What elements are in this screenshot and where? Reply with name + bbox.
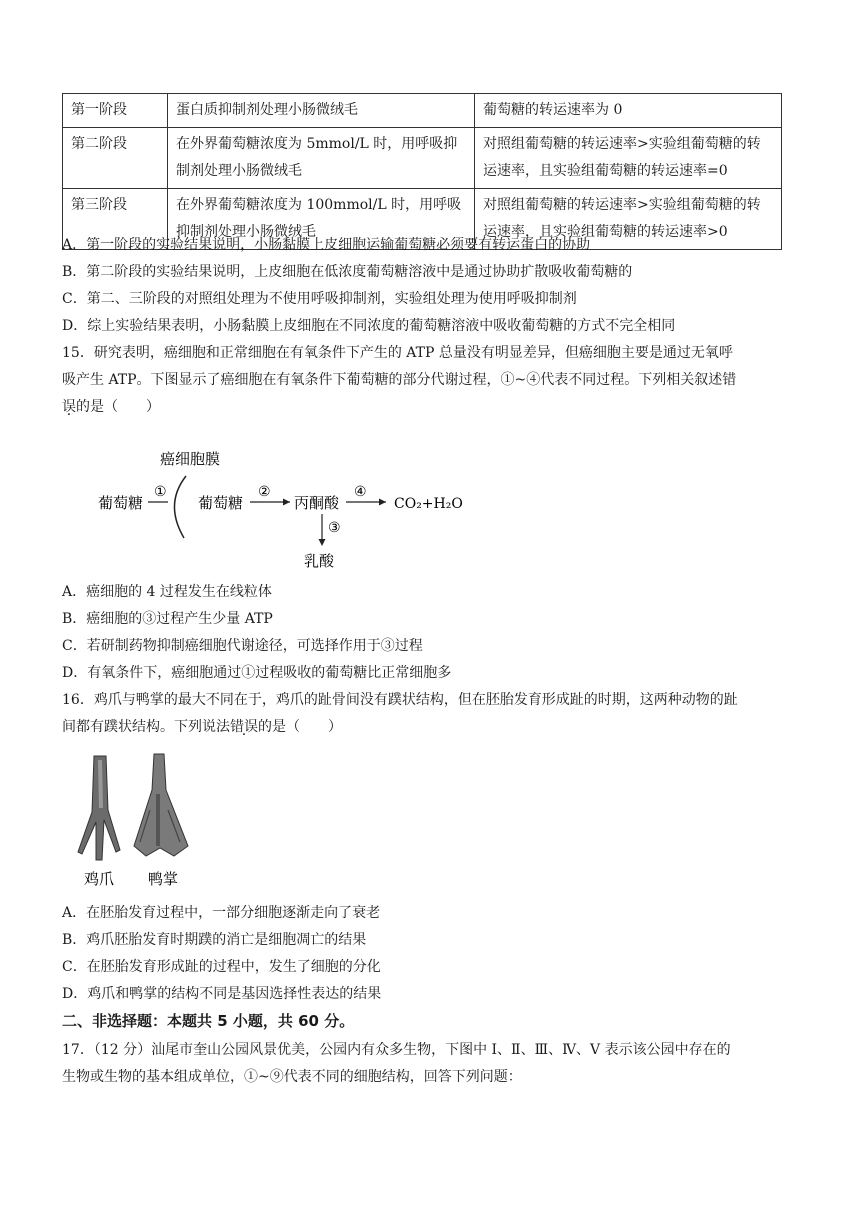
duck-foot-label: 鸭掌 (148, 870, 179, 888)
table-cell: 第三阶段 (63, 189, 168, 250)
q15-stem-line1: 15．研究表明，癌细胞和正常细胞在有氧条件下产生的 ATP 总量没有明显差异，但癌细胞主要是通过无氧呼 (62, 345, 733, 361)
section-heading: 二、非选择题：本题共 5 小题，共 60 分。 (62, 1012, 355, 1030)
q14-option-d: D．综上实验结果表明，小肠黏膜上皮细胞在不同浓度的葡萄糖溶液中吸收葡萄糖的方式不完全相同 (62, 318, 676, 334)
q15-option-d: D．有氧条件下，癌细胞通过①过程吸收的葡萄糖比正常细胞多 (62, 665, 452, 681)
emphasis-char: 误 (62, 399, 76, 415)
q16-stem-tail: 的是（ ） (258, 719, 342, 735)
q16-stem-line2 (62, 717, 342, 737)
table-cell: 对照组葡萄糖的转运速率>实验组葡萄糖的转运速率，且实验组葡萄糖的转运速率=0 (475, 128, 782, 189)
table-row (63, 94, 782, 128)
experiment-table (62, 93, 782, 250)
q17-stem-line2: 生物或生物的基本组成单位，①~⑨代表不同的细胞结构，回答下列问题： (62, 1069, 522, 1085)
duck-foot-image (134, 754, 188, 856)
products-label: CO₂+H₂O (394, 496, 463, 512)
membrane-label: 癌细胞膜 (160, 450, 221, 468)
process-2-label: ② (258, 484, 271, 500)
q16-option-c: C．在胚胎发育形成趾的过程中，发生了细胞的分化 (62, 959, 381, 975)
process-4-label: ④ (354, 484, 367, 500)
chicken-foot-image (78, 756, 120, 860)
q16-option-d: D．鸡爪和鸭掌的结构不同是基因选择性表达的结果 (62, 986, 382, 1002)
arrowhead-3 (319, 539, 326, 546)
q15-option-a: A．癌细胞的 4 过程发生在线粒体 (62, 584, 272, 600)
table-row (63, 128, 782, 189)
process-1-label: ① (154, 484, 167, 500)
q17-stem-line1: 17．（12 分）汕尾市奎山公园风景优美，公园内有众多生物，下图中 Ⅰ、Ⅱ、Ⅲ、Ⅳ、Ⅴ 表示该公园中存在的 (62, 1042, 731, 1058)
cell-membrane-arc (174, 476, 186, 538)
q15-stem-line2: 吸产生 ATP。下图显示了癌细胞在有氧条件下葡萄糖的部分代谢过程，①~④代表不同过程。下列相关叙述错 (62, 372, 737, 388)
q16-option-a: A．在胚胎发育过程中，一部分细胞逐渐走向了衰老 (62, 905, 381, 921)
table-cell: 在外界葡萄糖浓度为 100mmol/L 时，用呼吸抑制剂处理小肠微绒毛 (168, 189, 475, 250)
table-cell: 对照组葡萄糖的转运速率>实验组葡萄糖的转运速率，且实验组葡萄糖的转运速率>0 (475, 189, 782, 250)
table-cell: 在外界葡萄糖浓度为 5mmol/L 时，用呼吸抑制剂处理小肠微绒毛 (168, 128, 475, 189)
lactate-label: 乳酸 (304, 552, 335, 570)
q16-stem-line1: 16．鸡爪与鸭掌的最大不同在于，鸡爪的趾骨间没有蹼状结构，但在胚胎发育形成趾的时期，这两种动物的趾 (62, 692, 738, 708)
arrowhead-2 (283, 499, 290, 506)
q15-option-c: C．若研制药物抑制癌细胞代谢途径，可选择作用于③过程 (62, 638, 423, 654)
feet-illustration (70, 750, 200, 895)
table-cell: 蛋白质抑制剂处理小肠微绒毛 (168, 94, 475, 128)
chicken-foot-label: 鸡爪 (84, 870, 115, 888)
table-cell: 葡萄糖的转运速率为 0 (475, 94, 782, 128)
process-3-label: ③ (328, 520, 341, 536)
q15-stem-line3 (62, 397, 160, 417)
arrowhead-4 (379, 499, 386, 506)
metabolism-diagram (90, 440, 490, 575)
emphasis-text: 错误 (230, 719, 258, 735)
table-cell: 第一阶段 (63, 94, 168, 128)
q14-option-b: B．第二阶段的实验结果说明，上皮细胞在低浓度葡萄糖溶液中是通过协助扩散吸收葡萄糖的 (62, 264, 633, 280)
q14-option-a: A．第一阶段的实验结果说明，小肠黏膜上皮细胞运输葡萄糖必须要有转运蛋白的协助 (62, 237, 591, 253)
glucose-outside: 葡萄糖 (98, 494, 144, 512)
table-cell: 第二阶段 (63, 128, 168, 189)
q15-stem-tail: 的是（ ） (76, 399, 160, 415)
q14-option-c: C．第二、三阶段的对照组处理为不使用呼吸抑制剂，实验组处理为使用呼吸抑制剂 (62, 291, 577, 307)
glucose-inside: 葡萄糖 (198, 494, 244, 512)
q16-stem-head: 间都有蹼状结构。下列说法 (62, 719, 230, 735)
q16-option-b: B．鸡爪胚胎发育时期蹼的消亡是细胞凋亡的结果 (62, 932, 367, 948)
q15-option-b: B．癌细胞的③过程产生少量 ATP (62, 611, 273, 627)
pyruvate-label: 丙酮酸 (294, 494, 340, 512)
